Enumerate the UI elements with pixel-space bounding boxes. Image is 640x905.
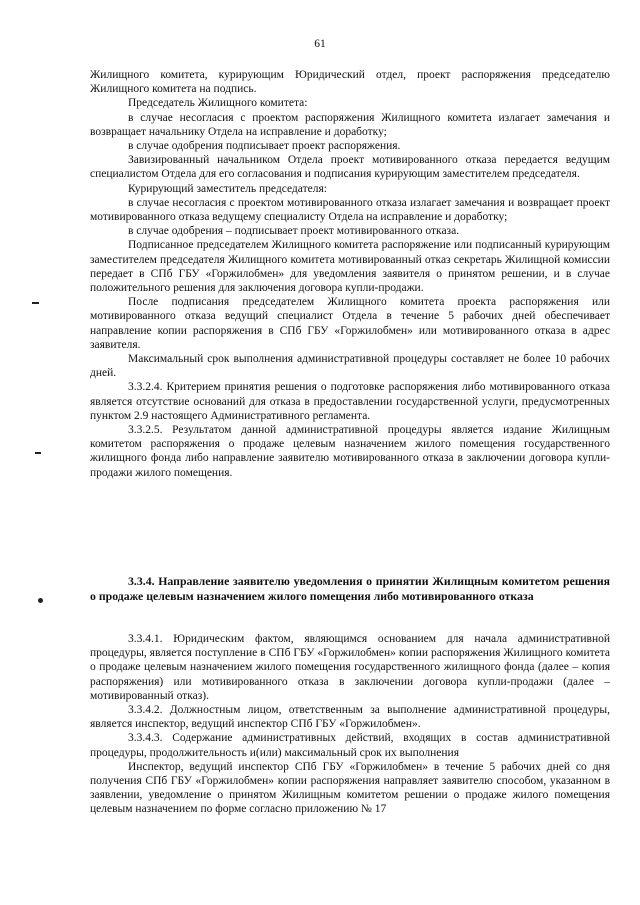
paragraph: 3.3.4.2. Должностным лицом, ответственным за выполнение административной процедуры, является инспектор, ведущий инспектор СПб ГБУ «Горжилобмен». <box>90 704 610 731</box>
paragraph: 3.3.2.4. Критерием принятия решения о подготовке распоряжения либо мотивированного отказа является отсутствие оснований для отказа в предоставлении государственной услуги, предусмотренных пунктом 2.9 настоящего Административного регламента. <box>90 381 610 422</box>
paragraph: 3.3.4.3. Содержание административных действий, входящих в состав административной процедуры, продолжительность и(или) максимальный срок их выполнения <box>90 732 610 759</box>
body-text-top <box>90 68 610 480</box>
paragraph: Жилищного комитета, курирующим Юридический отдел, проект распоряжения председателю Жилищного комитета на подпись. <box>90 69 610 96</box>
margin-mark-dash <box>35 452 41 454</box>
margin-mark-dash <box>32 302 39 304</box>
paragraph: 3.3.4.1. Юридическим фактом, являющимся основанием для начала административной процедуры, является поступление в СПб ГБУ «Горжилобмен» копии распоряжения Жилищного комитета о продаже целевым назначением жилого помещения государственного жилищного фонда (далее – копия распоряжения) или мотивированного отказа в заключении договора купли-продажи (далее – мотивированный отказ). <box>90 633 610 702</box>
paragraph: в случае одобрения подписывает проект распоряжения. <box>128 140 401 153</box>
paragraph: Максимальный срок выполнения административной процедуры составляет не более 10 рабочих дней. <box>90 353 610 380</box>
body-text-bottom <box>90 632 610 817</box>
page-number: 61 <box>314 38 326 50</box>
paragraph: в случае одобрения – подписывает проект мотивированного отказа. <box>128 225 460 238</box>
margin-mark-dot <box>38 598 43 603</box>
paragraph: Председатель Жилищного комитета: <box>128 97 308 110</box>
paragraph: Курирующий заместитель председателя: <box>128 182 327 195</box>
paragraph: Завизированный начальником Отдела проект мотивированного отказа передается ведущим специалистом Отдела для его согласования и подписания курирующим заместителем председателя. <box>90 154 610 181</box>
paragraph: 3.3.2.5. Результатом данной административной процедуры является издание Жилищным комитетом распоряжения о продаже целевым назначением жилого помещения государственного жилищного фонда либо направление заявителю мотивированного отказа в заключении договора купли-продажи жилого помещения. <box>90 424 610 479</box>
paragraph: в случае несогласия с проектом распоряжения Жилищного комитета излагает замечания и возвращает начальнику Отдела на исправление и доработку; <box>90 111 610 138</box>
paragraph: в случае несогласия с проектом мотивированного отказа излагает замечания и возвращает проект мотивированного отказа ведущему специалисту Отдела на исправление и доработку; <box>90 196 610 224</box>
paragraph: После подписания председателем Жилищного комитета проекта распоряжения или мотивированного отказа ведущий специалист Отдела в течение 5 рабочих дней обеспечивает направление копии распоряжения в СПб ГБУ «Горжилобмен» или мотивированного отказа в адрес заявителя. <box>90 296 610 351</box>
paragraph: Подписанное председателем Жилищного комитета распоряжение или подписанный курирующим заместителем председателя Жилищного комитета мотивированный отказ секретарь Жилищной комиссии передает в СПб ГБУ «Горжилобмен» для уведомления заявителя о принятом решении, и в случае положительного решения для заключения договора купли-продажи. <box>90 239 610 295</box>
section-heading: 3.3.4. Направление заявителю уведомления о принятии Жилищным комитетом решения о продаже целевым назначением жилого помещения либо мотивированного отказа <box>90 574 610 603</box>
paragraph: Инспектор, ведущий инспектор СПб ГБУ «Горжилобмен» в течение 5 рабочих дней со дня получения СПб ГБУ «Горжилобмен» копии распоряжения направляет заявителю способом, указанном в заявлении, уведомление о принятом Жилищным комитетом решении о продаже жилого помещения целевым назначением по форме согласно приложению № 17 <box>90 760 610 816</box>
